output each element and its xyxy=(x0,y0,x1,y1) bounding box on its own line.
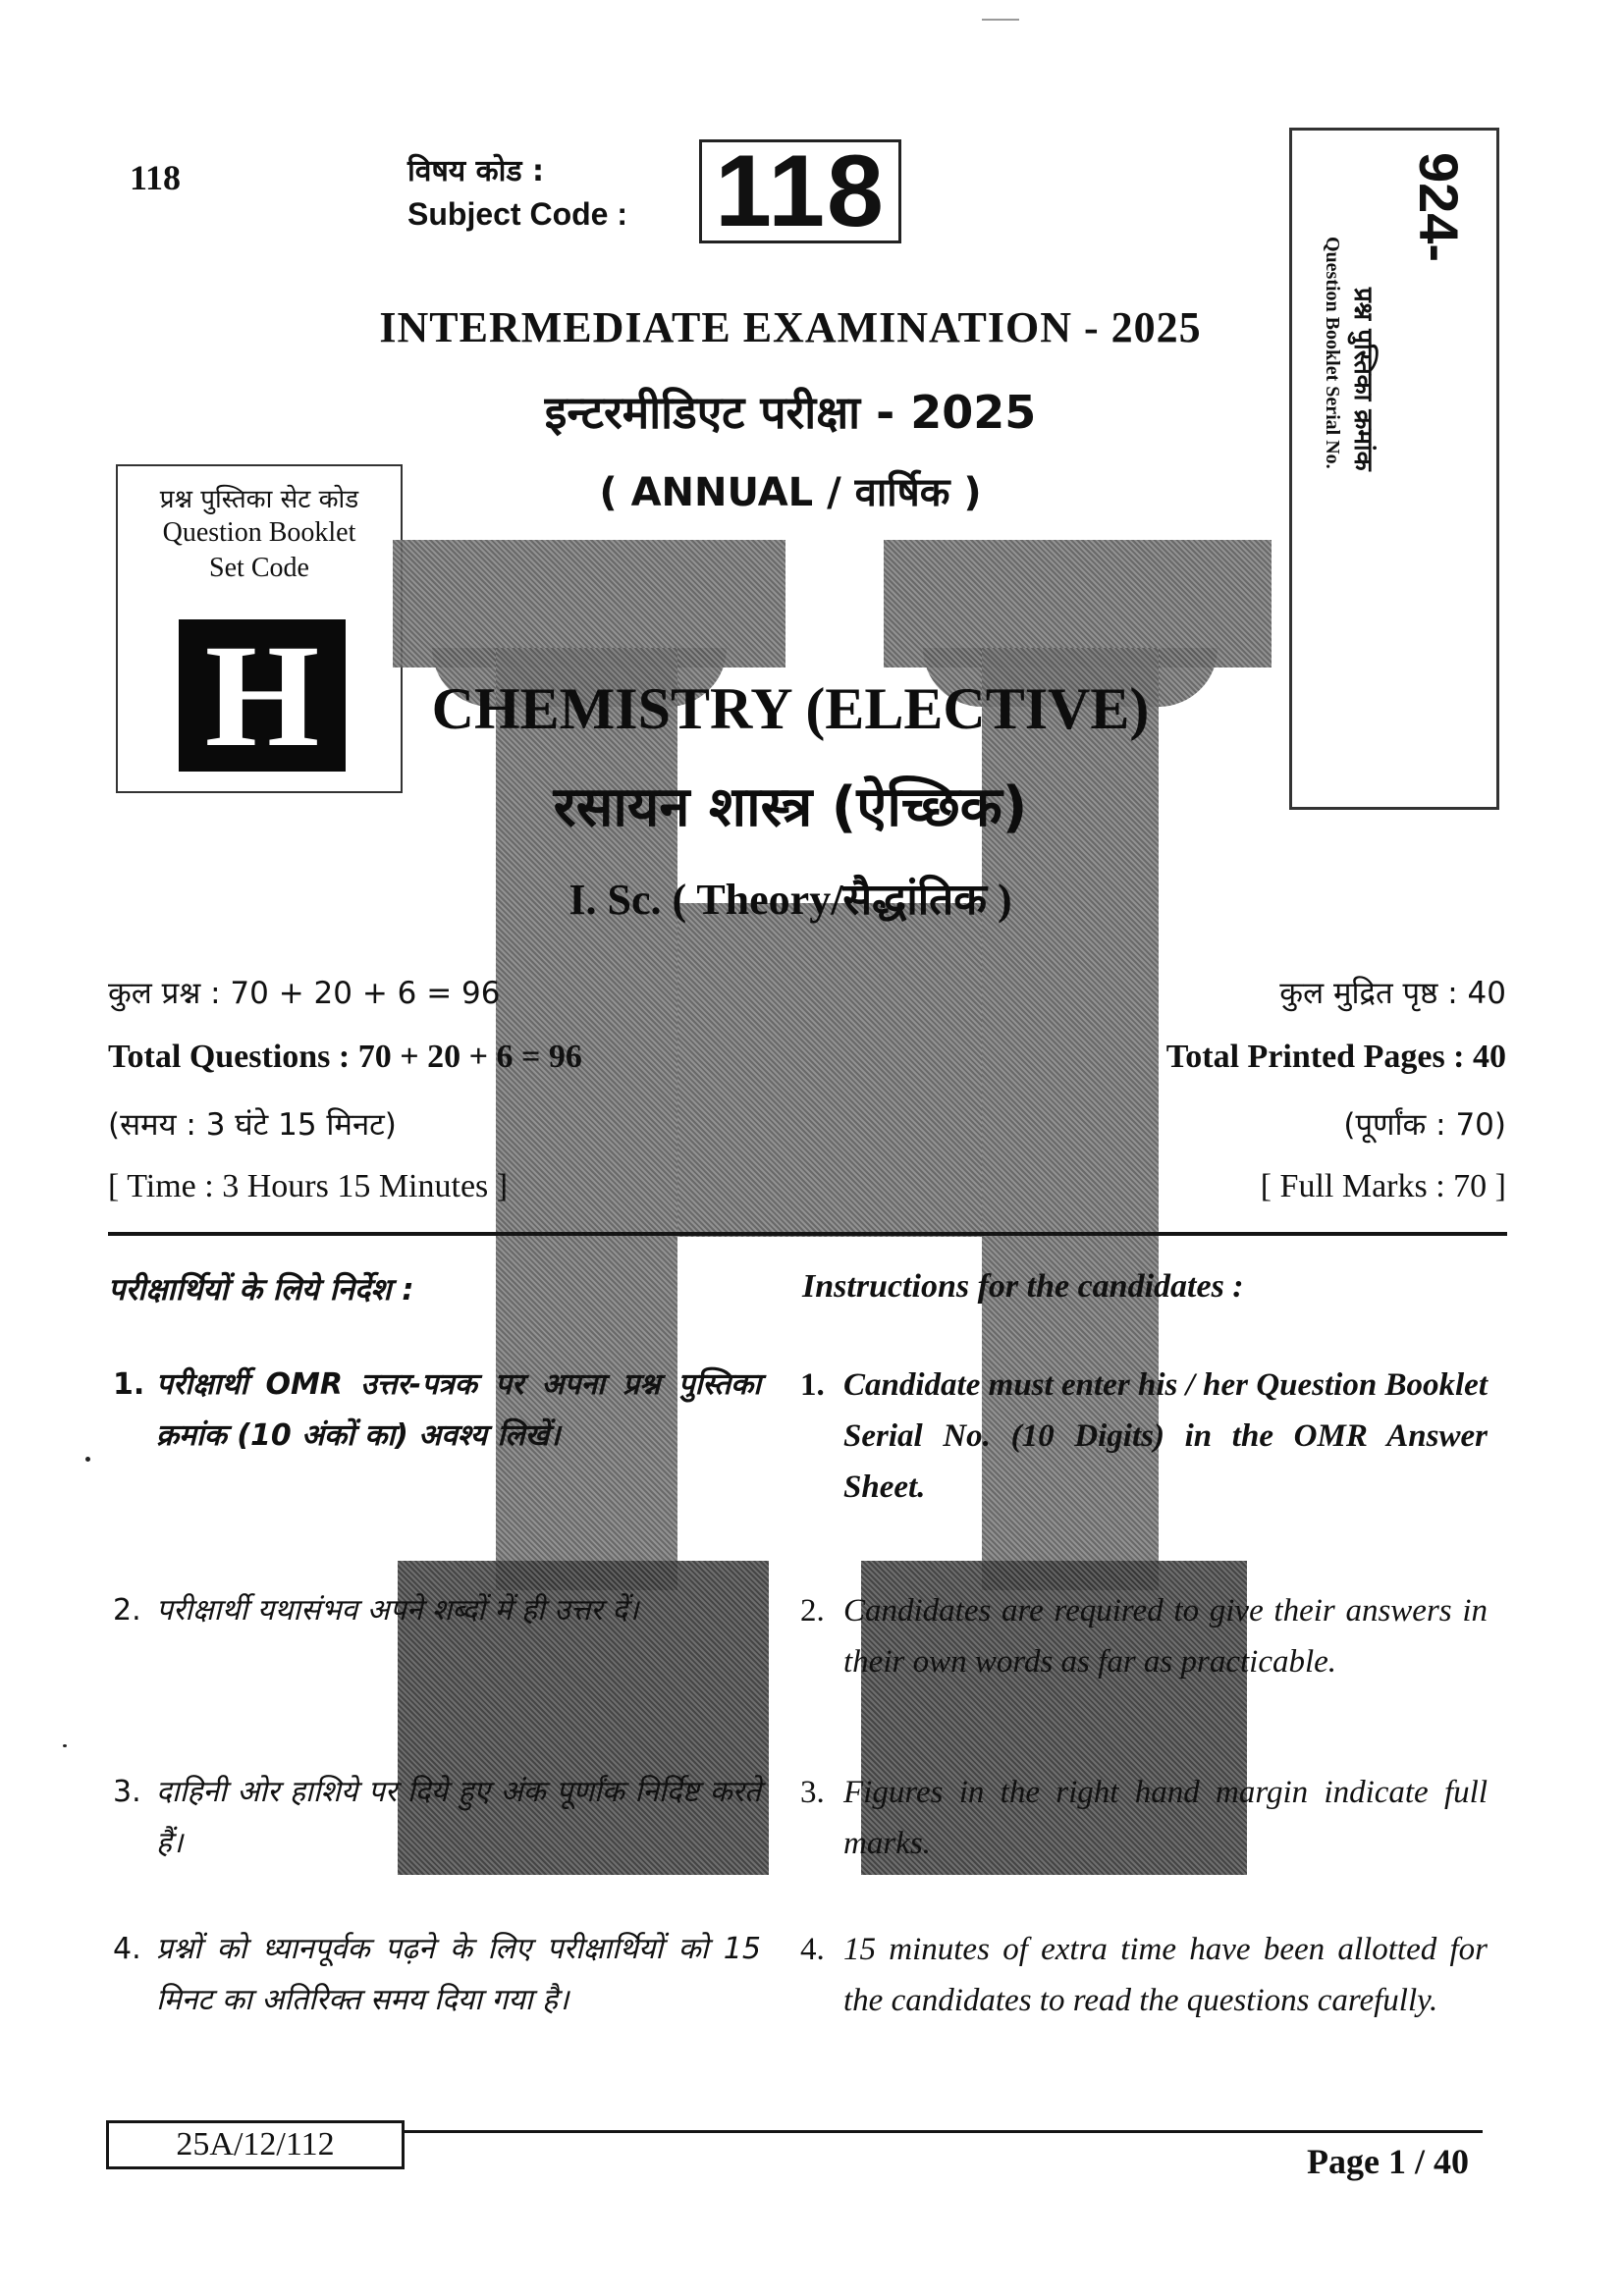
instruction-item-hi-2: 2. परीक्षार्थी यथासंभव अपने शब्दों में ही उत्तर दें। xyxy=(113,1593,639,1628)
paper-code: 25A/12/112 xyxy=(106,2120,405,2169)
scan-speck xyxy=(63,1744,67,1747)
total-questions-hindi: कुल प्रश्न : 70 + 20 + 6 = 96 xyxy=(108,976,501,1011)
printed-pages-hindi: कुल मुद्रित पृष्ठ : 40 xyxy=(1279,976,1506,1011)
instruction-item-hi-4: 4. प्रश्नों को ध्यानपूर्वक पढ़ने के लिए परीक्षार्थियों को 15 मिनट का अतिरिक्त समय दिया गया है। xyxy=(113,1932,761,2017)
instruction-item-en-3: 3. Figures in the right hand margin indicate full marks. xyxy=(800,1775,1488,1861)
set-code-label-line2: Set Code xyxy=(209,553,309,583)
time: [ Time : 3 Hours 15 Minutes ] xyxy=(108,1168,509,1204)
printed-pages: Total Printed Pages : 40 xyxy=(1165,1039,1506,1075)
scan-mark xyxy=(982,19,1019,21)
time-hindi: (समय : 3 घंटे 15 मिनट) xyxy=(108,1107,397,1143)
exam-title: INTERMEDIATE EXAMINATION - 2025 xyxy=(379,303,1202,351)
booklet-serial-label-hindi: प्रश्न पुस्तिका क्रमांक xyxy=(1348,288,1378,471)
set-code-letter: H xyxy=(204,614,320,777)
exam-title-hindi: इन्टरमीडिएट परीक्षा - 2025 xyxy=(544,386,1037,439)
page-indicator: Page 1 / 40 xyxy=(1307,2142,1469,2181)
set-code-label-hindi: प्रश्न पुस्तिका सेट कोड xyxy=(159,485,359,514)
subject-code-box xyxy=(699,134,901,248)
corner-subject-code: 118 xyxy=(130,158,182,197)
booklet-serial-label: Question Booklet Serial No. xyxy=(1322,237,1343,469)
subject-name-hindi: रसायन शास्त्र (ऐच्छिक) xyxy=(553,775,1028,839)
full-marks: [ Full Marks : 70 ] xyxy=(1260,1168,1506,1204)
subject-code-label: Subject Code : xyxy=(407,196,628,232)
subject-code-label-hindi: विषय कोड : xyxy=(407,154,544,188)
instruction-item-hi-3: 3. दाहिनी ओर हाशिये पर दिये हुए अंक पूर्णांक निर्दिष्ट करते हैं। xyxy=(113,1775,761,1860)
set-code-label-line1: Question Booklet xyxy=(162,517,356,548)
instructions-heading: Instructions for the candidates : xyxy=(802,1268,1244,1305)
subject-type: I. Sc. ( Theory/सैद्धांतिक ) xyxy=(568,876,1012,924)
booklet-serial-number: 924- xyxy=(1408,152,1470,263)
subject-name: CHEMISTRY (ELECTIVE) xyxy=(431,676,1150,741)
subject-code-value: 118 xyxy=(715,134,886,248)
section-divider xyxy=(108,1232,1507,1236)
instruction-item-en-1: 1. Candidate must enter his / her Question Booklet Serial No. (10 Digits) in the OMR Answer Sheet. xyxy=(800,1367,1488,1505)
scan-speck xyxy=(85,1457,90,1462)
instructions-heading-hindi: परीक्षार्थियों के लिये निर्देश : xyxy=(108,1272,414,1308)
full-marks-hindi: (पूर्णांक : 70) xyxy=(1343,1107,1506,1143)
instruction-item-en-4: 4. 15 minutes of extra time have been allotted for the candidates to read the questions carefully. xyxy=(800,1932,1488,2018)
total-questions: Total Questions : 70 + 20 + 6 = 96 xyxy=(108,1039,582,1075)
exam-type: ( ANNUAL / वार्षिक ) xyxy=(599,470,982,515)
instruction-item-en-2: 2. Candidates are required to give their answers in their own words as far as practicable. xyxy=(800,1593,1488,1680)
instruction-item-hi-1: 1. परीक्षार्थी OMR उत्तर-पत्रक पर अपना प्रश्न पुस्तिका क्रमांक (10 अंकों का) अवश्य लिखें। xyxy=(113,1367,761,1453)
